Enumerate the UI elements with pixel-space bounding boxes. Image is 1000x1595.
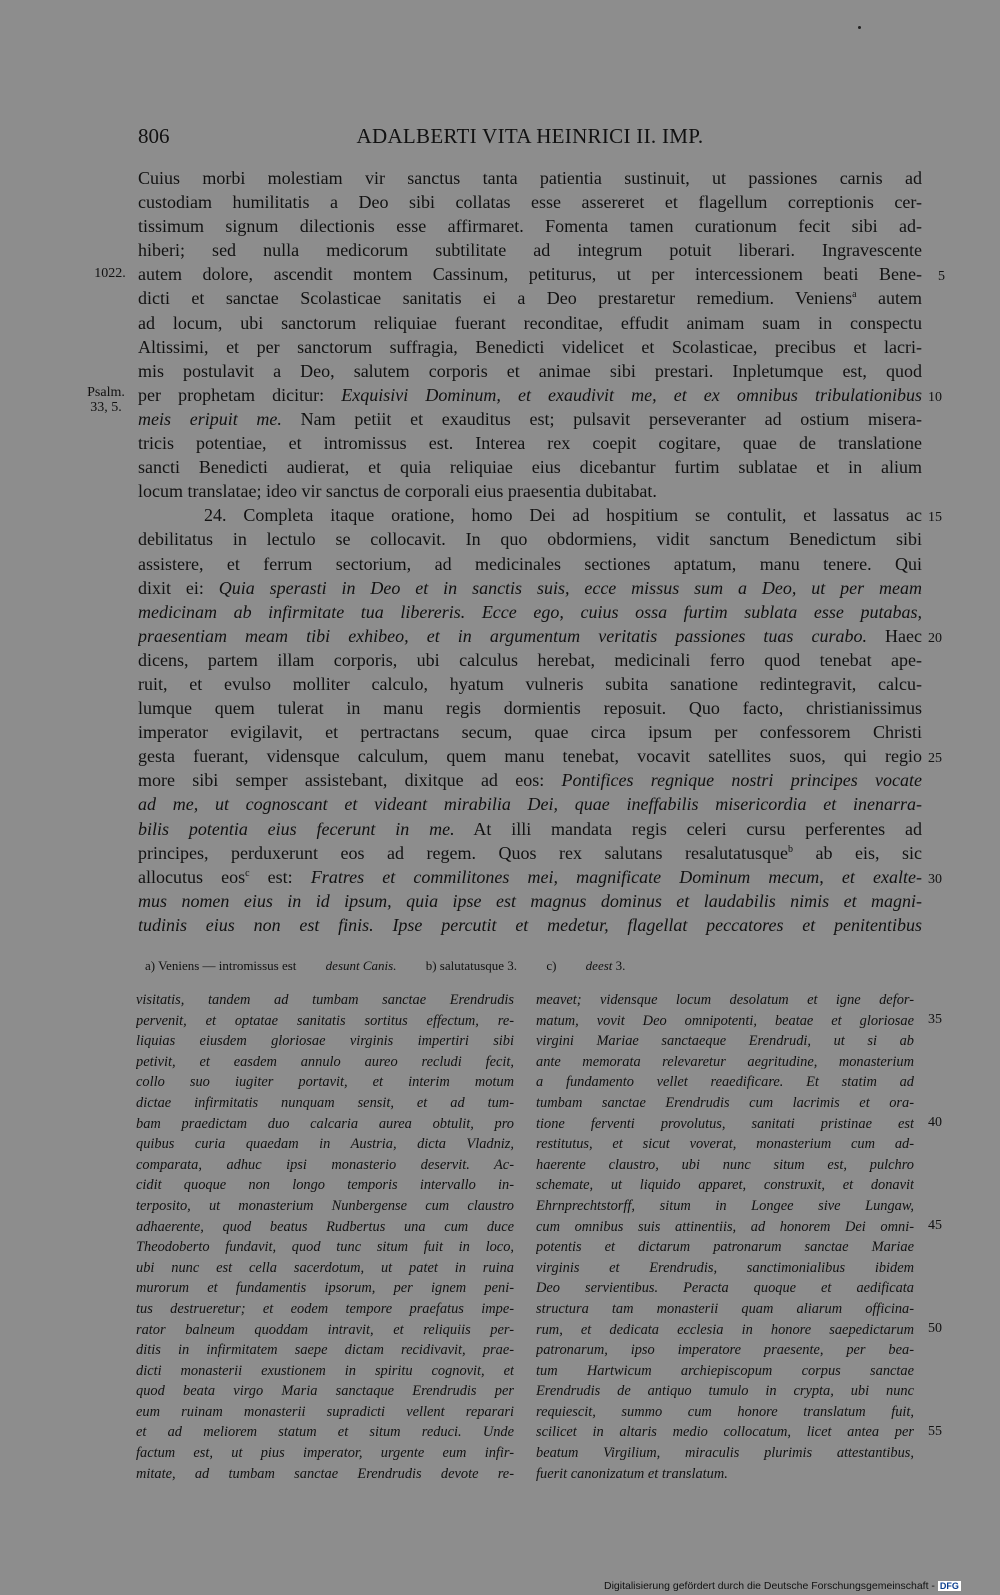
margin-psalm-ref: 33, 5. (90, 400, 122, 415)
column-line: virginis et Erendrudis, sanctimonialibus ibidem (536, 1259, 914, 1276)
column-line: potentis et dictarum patronarum sanctae Mariae (536, 1239, 914, 1256)
column-line: beatum Virgilium, miraculis plurimis attestantibus, (536, 1445, 914, 1462)
text-span: allocutus eos (138, 866, 246, 887)
text-span: more sibi semper assistebant, dixitque ad eos: (138, 770, 562, 791)
text-line: imperator evigilavit, et pertractans secum, quae circa ipsum per confessorem Christi (138, 722, 922, 743)
column-line: liquias eiusdem gloriosae virginis impertiri sibi (136, 1033, 514, 1050)
column-line: adhaerente, quod beatus Rudbertus una cum duce (136, 1218, 514, 1235)
column-line: petivit, et easdem annulo aureo recludi fecit, (136, 1053, 514, 1070)
column-line: Deo servientibus. Peracta quoque et aedificata (536, 1280, 914, 1297)
text-line: 24. Completa itaque oratione, homo Dei ad hospitium se contulit, et lassatus ac (204, 505, 922, 526)
page-header (138, 124, 922, 156)
text-line: custodiam humilitatis a Deo sibi collatas esse assereret et flagellum correptionis cer- (138, 192, 922, 213)
column-line: rator balneum quoddam intravit, et reliquiis per- (136, 1321, 514, 1338)
column-line: ubi nunc est cella sacerdotum, ut patet in ruina (136, 1259, 514, 1276)
column-line: comparata, adhuc ipsi monasterio deservit. Ac- (136, 1156, 514, 1173)
text-line: mus nomen eius in id ipsum, quia ipse est magnus dominus et laudabilis nimis et magni- (138, 890, 922, 911)
footnotes (145, 958, 677, 974)
line-number: 35 (928, 1012, 942, 1027)
line-number: 25 (928, 751, 942, 766)
line-number: 50 (928, 1321, 942, 1336)
column-line: tus destrueretur; et eodem tempore praefatus impe- (136, 1300, 514, 1317)
column-line: tumbam sanctae Erendrudis cum lacrimis et ora- (536, 1094, 914, 1111)
column-line: bam praedictam duo calcaria aurea obtulit, pro (136, 1115, 514, 1132)
margin-psalm-label: Psalm. (87, 385, 125, 400)
line-number: 55 (928, 1424, 942, 1439)
column-line: patronarum, ipso imperatore praesente, per bea- (536, 1342, 914, 1359)
footnote-mark: b (787, 843, 793, 855)
column-line: murorum et fundamentis ipsorum, per ignem peni- (136, 1280, 514, 1297)
text-line: tricis potentiae, et intromissus est. Interea rex coepit cogitare, quae de translatione (138, 433, 922, 454)
text-span: autem (856, 288, 922, 309)
footnote-a-text: a) Veniens — intromissus est (145, 958, 297, 973)
text-line: locum translatae; ideo vir sanctus de corporali eius praesentia dubitabat. (138, 481, 657, 502)
footnote-mark: a (852, 289, 857, 301)
scan-speck (858, 26, 861, 29)
text-line: debilitatus in lectulo se collocavit. In quo obdormiens, vidit sanctum Benedictum sibi (138, 529, 922, 550)
text-span: principes, perduxerunt eos ad regem. Quos rex salutans resalutatusque (138, 842, 788, 863)
text-line: lumque quem tulerat in manu regis dormientis reposuit. Quo facto, christianissimus (138, 698, 922, 719)
column-line: tum Hartwicum archiepiscopum corpus sanctae (536, 1362, 914, 1379)
column-line: factum est, ut pius imperator, urgente eum infir- (136, 1445, 514, 1462)
text-line (138, 624, 922, 648)
text-line: Altissimi, et per sanctorum suffragia, Benedicti videlicet et Scolasticae, precibus et lacri- (138, 336, 922, 357)
text-line: tissimum signum dilectionis esse affirmaret. Fomenta tamen curationum fecit sibi ad- (138, 216, 922, 237)
column-line: matum, vovit Deo omnipotenti, beatae et gloriosae (536, 1012, 914, 1029)
line-number: 20 (928, 631, 942, 646)
text-span: dixit ei: (138, 577, 219, 598)
text-line (138, 865, 922, 889)
column-line: quibus curia quaedam in Austria, dicta Vladniz, (136, 1136, 514, 1153)
column-line: mitate, ad tumbam sanctae Erendrudis devote re- (136, 1465, 514, 1482)
footnote-c-label: c) (546, 958, 557, 973)
text-line: hiberi; sed nulla medicorum subtilitate ad integrum potuit liberari. Ingravescente (138, 240, 922, 261)
footnote-b: b) salutatusque 3. (425, 958, 518, 973)
digitization-credit (604, 1580, 961, 1592)
text-line: autem dolore, ascendit montem Cassinum, petiturus, ut per intercessionem beati Bene- (138, 264, 922, 285)
quotation: praesentiam meam tibi exhibeo, et in argumentum veritatis passiones tuas curabo. (138, 625, 867, 646)
column-line: Ehrnprechtstorff, situm in Longee sive Lungaw, (536, 1197, 914, 1214)
footnote-c-source: deest (585, 958, 613, 973)
page-number: 806 (138, 124, 170, 148)
column-line: meavet; vidensque locum desolatum et igne defor- (536, 992, 914, 1008)
footnote-a-source: desunt Canis. (325, 958, 397, 973)
text-line (138, 817, 922, 841)
column-line: collo suo iugiter portavit, et interim motum (136, 1074, 514, 1091)
column-line: Theodoberto fundavit, quod tunc situm fuit in loco, (136, 1239, 514, 1256)
column-line: dictae infirmitatis nunquam sensit, et ad tum- (136, 1094, 514, 1111)
text-span: per prophetam dicitur: (138, 384, 342, 405)
text-line: gesta fuerant, vidensque calculum, quem manu tenebat, vocavit satellites suos, qui regio (138, 746, 922, 767)
credit-text: Digitalisierung gefördert durch die Deutsche Forschungsgemeinschaft - (604, 1580, 935, 1592)
line-number: 10 (928, 390, 942, 405)
quotation: bilis potentia eius fecerunt in me. (138, 818, 455, 839)
column-line: eum ruinam monasterii supradicti vellent reparari (136, 1403, 514, 1420)
quotation: Pontifices regnique nostri principes vocate (561, 770, 922, 791)
text-span: est: (249, 866, 311, 887)
commentary-left-column (136, 990, 514, 1484)
footnote-c (546, 958, 651, 973)
footnote-mark: c (245, 867, 250, 879)
main-text (138, 166, 922, 937)
text-line: ruit, et evulso molliter calculo, hyatum vulneris subita sanatione redintegravit, calcu- (138, 673, 922, 694)
text-line: sancti Benedicti audierat, et quia reliquiae eius dicebantur furtim sublatae et in alium (138, 457, 922, 478)
text-line (138, 576, 922, 600)
column-line: quod beata virgo Maria sanctaque Erendrudis per (136, 1383, 514, 1400)
column-line: restitutus, et sicut voverat, monasterium cum ad- (536, 1136, 914, 1153)
quotation: meis eripuit me. (138, 408, 282, 429)
column-line: scilicet in altaris medio collocatum, licet antea per (536, 1424, 914, 1441)
text-line (138, 286, 922, 310)
line-number: 45 (928, 1218, 942, 1233)
text-line: Cuius morbi molestiam vir sanctus tanta patientia sustinuit, ut passiones carnis ad (138, 168, 922, 188)
text-span: dicti et sanctae Scolasticae sanitatis ei a Deo prestaretur remedium. Veniens (138, 288, 853, 309)
column-line: requiescit, summo cum honore translatum fuit, (536, 1403, 914, 1420)
column-line: cum omnibus suis attinentiis, ad honorem Dei omni- (536, 1218, 914, 1235)
footnote-c-num: 3. (615, 958, 626, 973)
text-line (138, 768, 922, 792)
text-line (138, 841, 922, 865)
column-line: schemate, ut liquido apparet, construxit, et donavit (536, 1177, 914, 1194)
text-line: mis postulavit a Deo, salutem corporis et animae sibi prestari. Inpletumque est, quod (138, 360, 922, 381)
text-line: ad locum, ubi sanctorum reliquiae fuerant reconditae, effudit animam suam in conspectu (138, 312, 922, 333)
text-span: Haec (866, 625, 922, 646)
column-line: structura tam monasterii quam aliarum officina- (536, 1300, 914, 1317)
column-line: visitatis, tandem ad tumbam sanctae Erendrudis (136, 992, 514, 1008)
text-line: medicinam ab infirmitate tua libereris. Ecce ego, cuius ossa furtim sublata esse putabas, (138, 601, 922, 622)
text-line: assistere, et ferrum sectorium, ad medicinales sectiones aptatum, manu tenere. Qui (138, 553, 922, 574)
quotation: Fratres et commilitones mei, magnificate Dominum mecum, et exalte- (310, 866, 922, 887)
text-line: tudinis eius non est finis. Ipse percutit et medetur, flagellat peccatores et penitentibus (138, 914, 922, 935)
text-span: Nam petiit et exauditus est; pulsavit perseveranter ad ostium misera- (281, 408, 922, 429)
column-line: dicti monasterii exustionem in spiritu cognovit, et (136, 1362, 514, 1379)
dfg-logo: DFG (939, 1581, 959, 1592)
column-line: tione ferventi provolutus, sanitati pristinae est (536, 1115, 914, 1132)
column-line: virgini Mariae sanctaeque Erendrudi, ut si ab (536, 1033, 914, 1050)
column-line: terposito, ut monasterium Nunbergense cum claustro (136, 1197, 514, 1214)
column-line: et ad meliorem statum et situm reduci. Unde (136, 1424, 514, 1441)
quotation: Exquisivi Dominum, et exaudivit me, et ex omnibus tribulationibus (341, 384, 922, 405)
column-line: a fundamento vellet reaedificare. Et statim ad (536, 1074, 914, 1091)
column-line: fuerit canonizatum et translatum. (536, 1465, 728, 1482)
text-line: ad me, ut cognoscant et videant mirabilia Dei, quae ineffabilis misericordia et inenarra- (138, 794, 922, 815)
column-line: ditis in infirmitatem saepe dictam recidivavit, prae- (136, 1342, 514, 1359)
line-number: 30 (928, 872, 942, 887)
column-line: pervenit, et optatae sanitatis sortitus effectum, re- (136, 1012, 514, 1029)
footnote-a (145, 958, 396, 973)
line-number: 40 (928, 1115, 942, 1130)
text-span: ab eis, sic (792, 842, 922, 863)
margin-year: 1022. (94, 266, 126, 281)
text-line (138, 383, 922, 407)
line-number: 5 (938, 269, 945, 284)
text-span: At illi mandata regis celeri cursu perferentes ad (454, 818, 922, 839)
column-line: rum, et dedicata ecclesia in honore saepedictarum (536, 1321, 914, 1338)
column-line: Erendrudis de antiquo tumulo in crypta, ubi nunc (536, 1383, 914, 1400)
quotation: Quia sperasti in Deo et in sanctis suis, ecce missus sum a Deo, ut per meam (218, 577, 922, 598)
column-line: haerente claustro, ubi nunc situm est, pulchro (536, 1156, 914, 1173)
commentary-right-column (536, 990, 914, 1484)
column-line: ante memorata relevaretur aegritudine, monasterium (536, 1053, 914, 1070)
column-line: cidit quoque non longo temporis intervallo in- (136, 1177, 514, 1194)
text-line: dicens, partem illam corporis, ubi calculus herebat, medicinali ferro quod tenebat ape- (138, 649, 922, 670)
text-line (138, 407, 922, 431)
running-title: ADALBERTI VITA HEINRICI II. IMP. (356, 124, 704, 148)
line-number: 15 (928, 510, 942, 525)
